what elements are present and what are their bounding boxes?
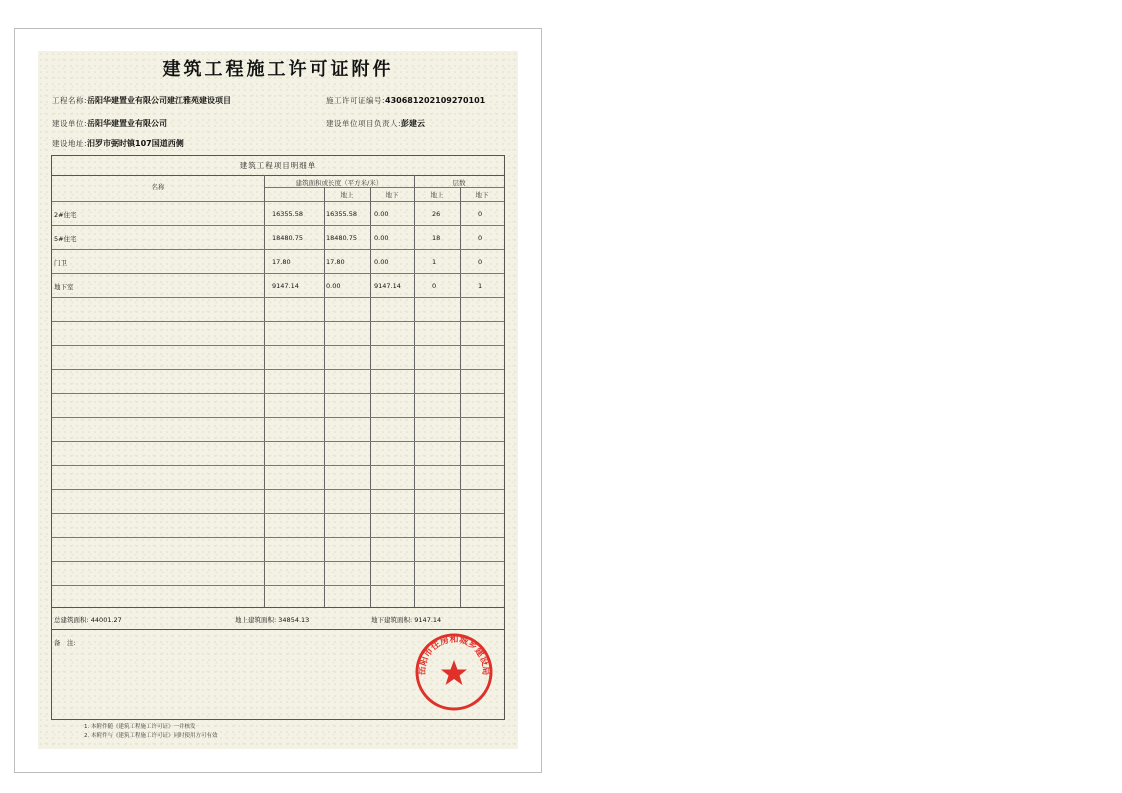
header-area-below: 地下 xyxy=(385,191,399,199)
table-cell-below: 0.00 xyxy=(374,258,389,266)
table-cell-above: 17.80 xyxy=(326,258,345,266)
table-cell-name: 2#住宅 xyxy=(54,211,77,219)
table-cell-floors-below: 0 xyxy=(478,210,483,218)
total-area-value: 44001.27 xyxy=(90,616,122,624)
total-area-label: 总建筑面积: xyxy=(54,616,89,624)
header-subdivider xyxy=(264,187,504,188)
manager-field xyxy=(326,118,425,129)
row-divider xyxy=(52,225,504,226)
header-floors-above: 地上 xyxy=(430,191,444,199)
table-cell-name: 地下室 xyxy=(54,283,74,291)
column-divider xyxy=(460,187,461,607)
row-divider xyxy=(52,441,504,442)
table-cell-area: 9147.14 xyxy=(272,282,299,290)
header-name: 名称 xyxy=(151,183,165,191)
below-area-value: 9147.14 xyxy=(414,616,442,624)
below-area-label: 地下建筑面积: xyxy=(371,616,413,624)
table-cell-above: 18480.75 xyxy=(326,234,358,242)
row-divider xyxy=(52,249,504,250)
address-label: 建设地址: xyxy=(52,139,88,148)
table-cell-name: 5#住宅 xyxy=(54,235,77,243)
document-title: 建筑工程施工许可证附件 xyxy=(162,59,394,80)
table-cell-name: 门卫 xyxy=(54,259,67,267)
header-bottom-line xyxy=(52,201,504,202)
builder-label: 建设单位: xyxy=(52,119,88,128)
above-area-field xyxy=(235,615,309,624)
table-cell-floors-above: 26 xyxy=(432,210,441,218)
table-cell-area: 18480.75 xyxy=(272,234,304,242)
permit-number-value: 430681202109270101 xyxy=(385,96,486,105)
project-name-value: 岳阳华建置业有限公司建江雅苑建设项目 xyxy=(87,96,232,105)
table-cell-floors-above: 1 xyxy=(432,258,437,266)
row-divider xyxy=(52,297,504,298)
header-floors-below: 地下 xyxy=(475,191,489,199)
permit-number-field xyxy=(326,95,485,106)
manager-label: 建设单位项目负责人: xyxy=(326,119,402,128)
table-cell-above: 0.00 xyxy=(326,282,341,290)
footnotes xyxy=(84,723,218,741)
table-cell-below: 0.00 xyxy=(374,210,389,218)
row-divider xyxy=(52,369,504,370)
footnote-2: 2. 本附件与《建筑工程施工许可证》同时使用方可有效 xyxy=(84,733,218,739)
table-caption: 建筑工程项目明细单 xyxy=(52,156,504,176)
address-field xyxy=(52,138,184,149)
seal-star-icon xyxy=(441,660,467,685)
permit-number-label: 施工许可证编号: xyxy=(326,96,386,105)
above-area-value: 34854.13 xyxy=(278,616,310,624)
column-divider xyxy=(370,187,371,607)
project-name-label: 工程名称: xyxy=(52,96,88,105)
table-cell-area: 17.80 xyxy=(272,258,291,266)
row-divider xyxy=(52,321,504,322)
table-cell-floors-above: 0 xyxy=(432,282,437,290)
below-area-field xyxy=(371,615,441,624)
column-divider xyxy=(324,187,325,607)
table-cell-below: 0.00 xyxy=(374,234,389,242)
table-cell-area: 16355.58 xyxy=(272,210,304,218)
table-cell-below: 9147.14 xyxy=(374,282,401,290)
totals-row xyxy=(51,608,505,630)
project-detail-table xyxy=(51,155,505,608)
table-cell-floors-below: 1 xyxy=(478,282,483,290)
row-divider xyxy=(52,417,504,418)
seal-text: 岳阳市住房和城乡建设局 xyxy=(417,635,491,676)
builder-field xyxy=(52,118,167,129)
row-divider xyxy=(52,585,504,586)
above-area-label: 地上建筑面积: xyxy=(235,616,277,624)
remarks-label: 备 注: xyxy=(54,639,76,647)
table-cell-above: 16355.58 xyxy=(326,210,358,218)
header-area: 建筑面积或长度（平方米/米） xyxy=(295,179,383,187)
column-divider xyxy=(414,175,415,607)
row-divider xyxy=(52,489,504,490)
row-divider xyxy=(52,537,504,538)
row-divider xyxy=(52,345,504,346)
permit-attachment-page xyxy=(38,51,518,749)
footnote-1: 1. 本附件随《建筑工程施工许可证》一并核发 xyxy=(84,724,196,730)
manager-value: 彭建云 xyxy=(401,119,426,128)
row-divider xyxy=(52,561,504,562)
total-area-field xyxy=(54,615,122,624)
row-divider xyxy=(52,513,504,514)
table-cell-floors-above: 18 xyxy=(432,234,441,242)
table-cell-floors-below: 0 xyxy=(478,234,483,242)
official-seal xyxy=(414,632,494,712)
header-area-above: 地上 xyxy=(340,191,354,199)
builder-value: 岳阳华建置业有限公司 xyxy=(87,119,168,128)
row-divider xyxy=(52,465,504,466)
row-divider xyxy=(52,273,504,274)
column-divider xyxy=(264,175,265,607)
row-divider xyxy=(52,393,504,394)
table-cell-floors-below: 0 xyxy=(478,258,483,266)
project-name-field xyxy=(52,95,231,106)
address-value: 汨罗市弼时镇107国道西侧 xyxy=(87,139,184,148)
header-floors: 层数 xyxy=(452,179,466,187)
